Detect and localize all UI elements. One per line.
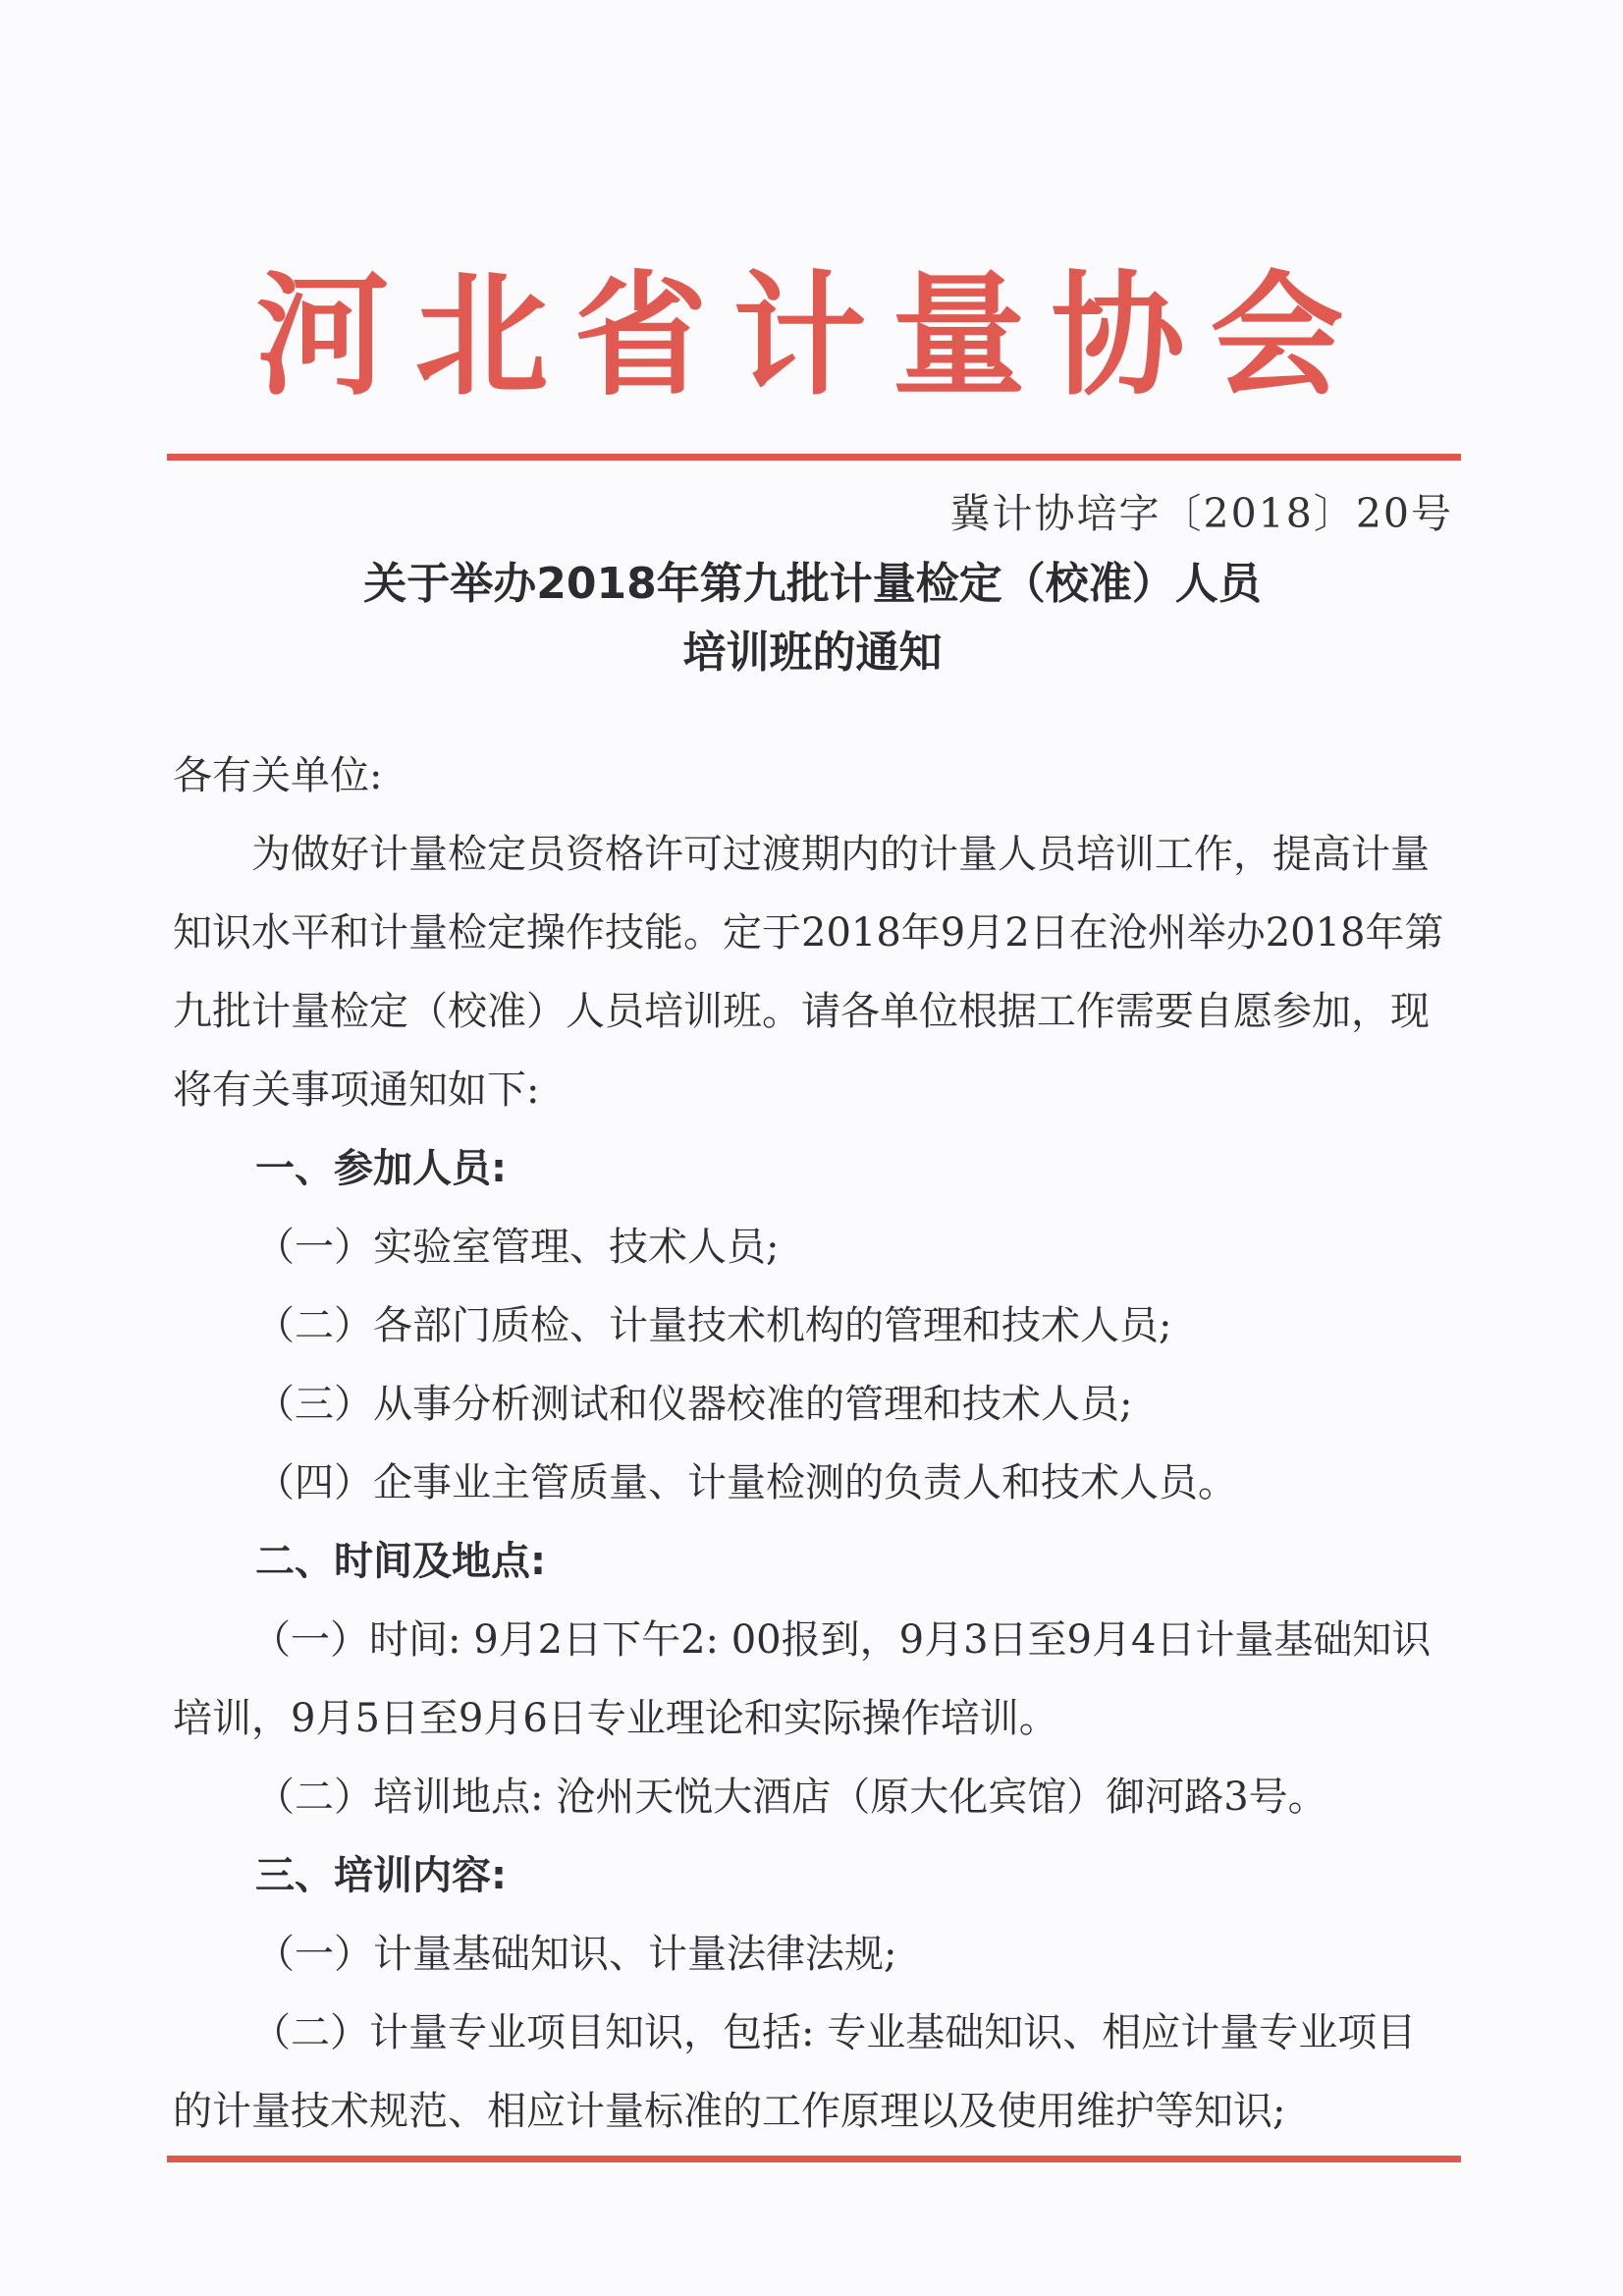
title-line-1: 关于举办2018年第九批计量检定（校准）人员 bbox=[363, 559, 1262, 609]
section-3-item: （一）计量基础知识、计量法律法规; bbox=[255, 1932, 897, 1977]
organization-masthead: 河北省计量协会 bbox=[255, 259, 1370, 414]
footer-red-rule bbox=[167, 2156, 1461, 2162]
title-line-2: 培训班的通知 bbox=[682, 628, 943, 678]
section-2-heading: 二、时间及地点: bbox=[255, 1539, 546, 1584]
section-2-item: （二）培训地点: 沧州天悦大酒店（原大化宾馆）御河路3号。 bbox=[255, 1775, 1327, 1820]
salutation: 各有关单位: bbox=[173, 753, 383, 798]
document-title bbox=[162, 550, 1463, 687]
section-3-heading: 三、培训内容: bbox=[255, 1853, 507, 1898]
header-red-rule bbox=[167, 454, 1461, 461]
document-number: 冀计协培字〔2018〕20号 bbox=[949, 490, 1453, 537]
section-1-item: （二）各部门质检、计量技术机构的管理和技术人员; bbox=[255, 1303, 1172, 1348]
section-1-item: （一）实验室管理、技术人员; bbox=[255, 1225, 780, 1270]
section-3-item: （二）计量专业项目知识，包括: 专业基础知识、相应计量专业项目的计量技术规范、相应计量标准的工作原理以及使用维护等知识; bbox=[173, 2010, 1417, 2134]
intro-paragraph: 为做好计量检定员资格许可过渡期内的计量人员培训工作，提高计量知识水平和计量检定操作技能。定于2018年9月2日在沧州举办2018年第九批计量检定（校准）人员培训班。请各单位根据工作需要自愿参加，现将有关事项通知如下: bbox=[173, 832, 1444, 1113]
section-1-item: （三）从事分析测试和仪器校准的管理和技术人员; bbox=[255, 1382, 1133, 1427]
section-2-item: （一）时间: 9月2日下午2: 00报到，9月3日至9月4日计量基础知识培训，9月5日至9月6日专业理论和实际操作培训。 bbox=[173, 1617, 1432, 1741]
section-1-item: （四）企事业主管质量、计量检测的负责人和技术人员。 bbox=[255, 1460, 1237, 1505]
section-1-heading: 一、参加人员: bbox=[255, 1146, 507, 1191]
document-body bbox=[173, 737, 1449, 2151]
